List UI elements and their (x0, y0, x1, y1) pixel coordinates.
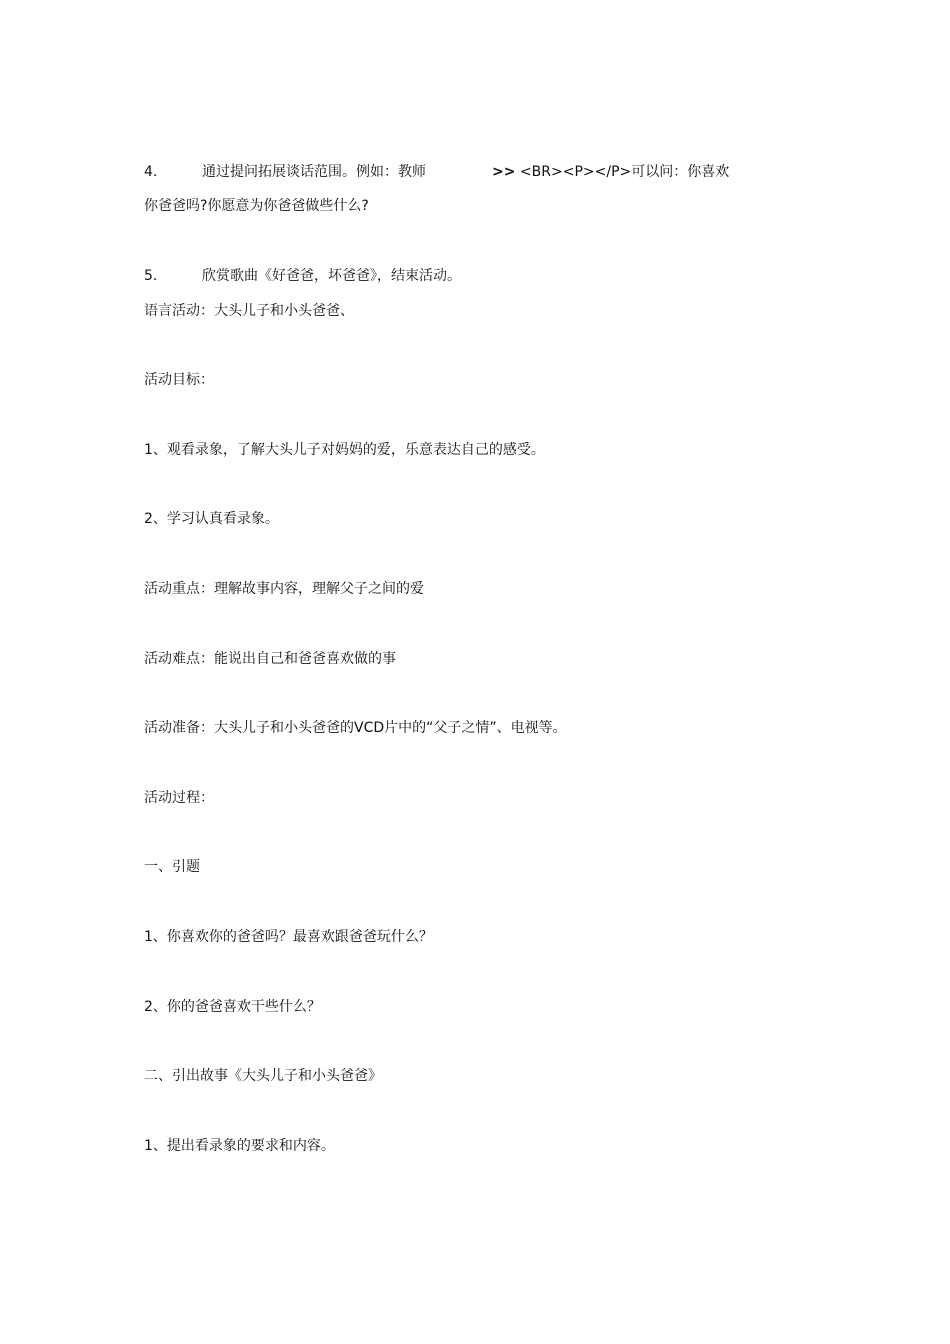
item-text: 欣赏歌曲《好爸爸，坏爸爸》，结束活动。 (202, 268, 461, 284)
markup-tags-text: <BR><P></P> (515, 164, 632, 180)
item-number: 5. (144, 268, 158, 284)
section-2-heading: 二、引出故事《大头儿子和小头爸爸》 (144, 1068, 382, 1084)
preparation: 活动准备：大头儿子和小头爸爸的VCD片中的“父子之情”、电视等。 (144, 720, 567, 736)
section-2-item-1: 1、提出看录象的要求和内容。 (144, 1138, 335, 1154)
section-1-question-2: 2、你的爸爸喜欢干些什么？ (144, 999, 321, 1015)
item-4-continuation: 你爸爸吗?你愿意为你爸爸做些什么? (144, 198, 369, 214)
item-number: 4. (144, 164, 158, 180)
goal-1: 1、观看录象，了解大头儿子对妈妈的爱，乐意表达自己的感受。 (144, 442, 545, 458)
activity-title: 语言活动：大头儿子和小头爸爸、 (144, 303, 354, 319)
item-5-line (144, 267, 461, 285)
difficulty: 活动难点：能说出自己和爸爸喜欢做的事 (144, 651, 396, 667)
arrows-text: >> (492, 164, 516, 180)
item-4-line (144, 163, 729, 181)
item-text: 通过提问拓展谈话范围。例如：教师 (202, 164, 426, 180)
process-heading: 活动过程： (144, 790, 214, 806)
section-1-question-1: 1、你喜欢你的爸爸吗？最喜欢跟爸爸玩什么？ (144, 929, 433, 945)
goals-heading: 活动目标： (144, 372, 214, 388)
item-text-continued: 可以问：你喜欢 (631, 164, 730, 180)
key-point: 活动重点：理解故事内容，理解父子之间的爱 (144, 581, 424, 597)
goal-2: 2、学习认真看录象。 (144, 511, 279, 527)
section-1-heading: 一、引题 (144, 859, 200, 875)
